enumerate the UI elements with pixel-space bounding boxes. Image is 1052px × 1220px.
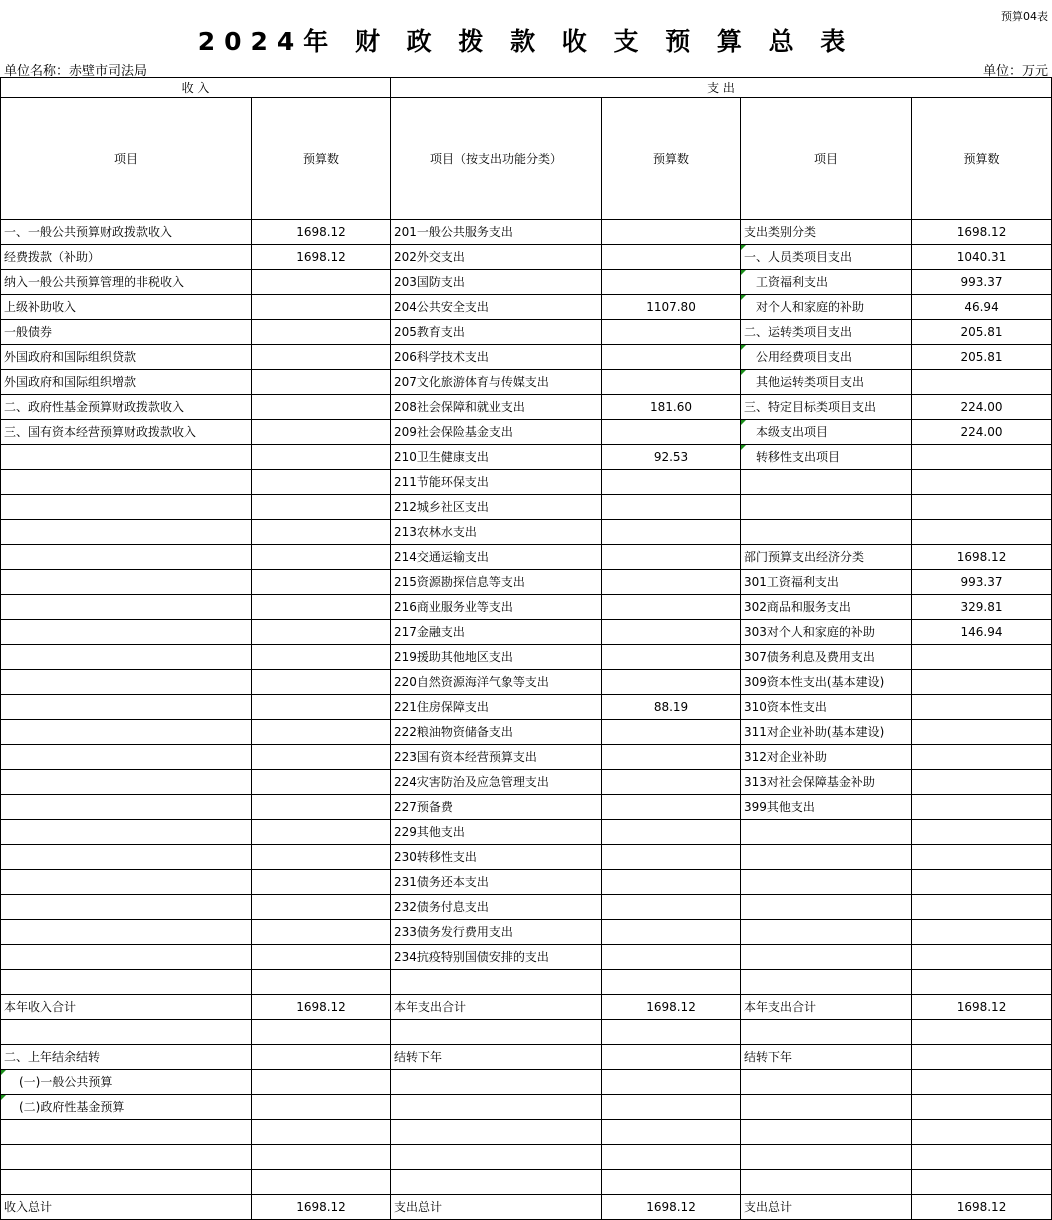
income-item-cell <box>1 445 252 470</box>
class-budget-cell <box>912 470 1052 495</box>
table-row <box>1 470 1052 495</box>
income-item-cell: 一、一般公共预算财政拨款收入 <box>1 220 252 245</box>
income-budget-cell <box>252 1145 391 1170</box>
income-item-cell <box>1 570 252 595</box>
income-item-cell <box>1 520 252 545</box>
class-budget-cell: 1040.31 <box>912 245 1052 270</box>
func-budget-cell: 1698.12 <box>602 995 741 1020</box>
income-budget-cell <box>252 695 391 720</box>
income-budget-cell <box>252 570 391 595</box>
table-row <box>1 870 1052 895</box>
table-row <box>1 820 1052 845</box>
func-budget-cell <box>602 320 741 345</box>
table-row <box>1 520 1052 545</box>
func-item-cell: 224灾害防治及应急管理支出 <box>391 770 602 795</box>
income-item-cell <box>1 1170 252 1195</box>
class-budget-cell <box>912 1170 1052 1195</box>
class-budget-cell: 46.94 <box>912 295 1052 320</box>
income-item-cell: 经费拨款（补助） <box>1 245 252 270</box>
income-budget-cell <box>252 420 391 445</box>
form-number: 预算04表 <box>1001 10 1048 23</box>
table-row <box>1 595 1052 620</box>
income-item-cell: 外国政府和国际组织贷款 <box>1 345 252 370</box>
income-budget-cell <box>252 370 391 395</box>
class-item-cell <box>741 970 912 995</box>
income-group-header: 收 入 <box>1 78 391 98</box>
class-budget-cell: 1698.12 <box>912 995 1052 1020</box>
func-item-cell: 234抗疫特别国债安排的支出 <box>391 945 602 970</box>
func-item-cell <box>391 1145 602 1170</box>
income-budget-cell <box>252 520 391 545</box>
class-item-cell: 309资本性支出(基本建设) <box>741 670 912 695</box>
class-budget-cell: 1698.12 <box>912 220 1052 245</box>
income-budget-cell <box>252 295 391 320</box>
expense-group-header: 支 出 <box>391 78 1052 98</box>
table-row <box>1 695 1052 720</box>
income-budget-cell <box>252 270 391 295</box>
func-budget-cell <box>602 1020 741 1045</box>
income-item-cell <box>1 720 252 745</box>
func-item-cell: 216商业服务业等支出 <box>391 595 602 620</box>
func-item-cell: 229其他支出 <box>391 820 602 845</box>
func-item-cell: 204公共安全支出 <box>391 295 602 320</box>
income-item-cell <box>1 920 252 945</box>
income-budget-cell <box>252 820 391 845</box>
func-budget-cell <box>602 670 741 695</box>
func-budget-cell: 92.53 <box>602 445 741 470</box>
func-budget-cell <box>602 420 741 445</box>
func-budget-cell <box>602 1170 741 1195</box>
func-budget-cell <box>602 270 741 295</box>
class-budget-cell <box>912 970 1052 995</box>
income-item-cell: 上级补助收入 <box>1 295 252 320</box>
table-row <box>1 1045 1052 1070</box>
class-budget-cell: 205.81 <box>912 320 1052 345</box>
class-budget-cell: 224.00 <box>912 420 1052 445</box>
func-item-cell: 205教育支出 <box>391 320 602 345</box>
func-budget-cell <box>602 545 741 570</box>
income-budget-cell <box>252 720 391 745</box>
col-header-budget: 预算数 <box>252 98 391 220</box>
func-item-cell: 支出总计 <box>391 1195 602 1220</box>
func-item-cell: 结转下年 <box>391 1045 602 1070</box>
income-budget-cell <box>252 595 391 620</box>
income-budget-cell: 1698.12 <box>252 1195 391 1220</box>
func-budget-cell <box>602 470 741 495</box>
col-header-item: 项目 <box>1 98 252 220</box>
income-budget-cell <box>252 970 391 995</box>
class-budget-cell: 993.37 <box>912 570 1052 595</box>
table-row <box>1 745 1052 770</box>
class-budget-cell: 993.37 <box>912 270 1052 295</box>
table-row <box>1 570 1052 595</box>
class-budget-cell <box>912 795 1052 820</box>
func-item-cell: 232债务付息支出 <box>391 895 602 920</box>
func-item-cell: 212城乡社区支出 <box>391 495 602 520</box>
func-item-cell: 202外交支出 <box>391 245 602 270</box>
income-budget-cell <box>252 645 391 670</box>
unit-name: 单位名称：赤壁市司法局 <box>4 64 148 79</box>
table-row <box>1 995 1052 1020</box>
table-row <box>1 1195 1052 1220</box>
class-item-cell <box>741 495 912 520</box>
func-budget-cell <box>602 895 741 920</box>
class-item-cell <box>741 845 912 870</box>
table-row <box>1 920 1052 945</box>
income-budget-cell <box>252 945 391 970</box>
class-item-cell <box>741 470 912 495</box>
func-budget-cell <box>602 570 741 595</box>
table-row <box>1 670 1052 695</box>
func-item-cell: 221住房保障支出 <box>391 695 602 720</box>
class-budget-cell <box>912 745 1052 770</box>
class-item-cell <box>741 1120 912 1145</box>
income-budget-cell <box>252 745 391 770</box>
func-budget-cell <box>602 970 741 995</box>
page-title: 2024年 财 政 拨 款 收 支 预 算 总 表 <box>197 27 855 56</box>
header-row-group <box>1 78 1052 98</box>
class-item-cell: 301工资福利支出 <box>741 570 912 595</box>
class-item-cell: 310资本性支出 <box>741 695 912 720</box>
income-item-cell <box>1 895 252 920</box>
income-item-cell <box>1 1145 252 1170</box>
func-budget-cell <box>602 820 741 845</box>
income-budget-cell <box>252 1020 391 1045</box>
class-item-cell: 转移性支出项目 <box>741 445 912 470</box>
func-budget-cell <box>602 770 741 795</box>
class-budget-cell <box>912 1070 1052 1095</box>
func-item-cell <box>391 1070 602 1095</box>
table-row <box>1 345 1052 370</box>
table-row <box>1 945 1052 970</box>
income-item-cell <box>1 945 252 970</box>
func-budget-cell <box>602 595 741 620</box>
class-item-cell <box>741 870 912 895</box>
func-item-cell: 231债务还本支出 <box>391 870 602 895</box>
func-budget-cell: 1698.12 <box>602 1195 741 1220</box>
func-budget-cell <box>602 845 741 870</box>
income-item-cell: 外国政府和国际组织增款 <box>1 370 252 395</box>
func-item-cell: 219援助其他地区支出 <box>391 645 602 670</box>
func-budget-cell <box>602 1045 741 1070</box>
income-budget-cell <box>252 770 391 795</box>
income-item-cell: 三、国有资本经营预算财政拨款收入 <box>1 420 252 445</box>
col-header-budget-2: 预算数 <box>602 98 741 220</box>
func-item-cell <box>391 1095 602 1120</box>
func-budget-cell: 181.60 <box>602 395 741 420</box>
class-item-cell: 399其他支出 <box>741 795 912 820</box>
income-item-cell <box>1 820 252 845</box>
class-item-cell <box>741 820 912 845</box>
income-budget-cell <box>252 1095 391 1120</box>
class-budget-cell <box>912 945 1052 970</box>
func-budget-cell <box>602 945 741 970</box>
class-item-cell <box>741 945 912 970</box>
table-row <box>1 445 1052 470</box>
class-budget-cell <box>912 1095 1052 1120</box>
class-item-cell: 结转下年 <box>741 1045 912 1070</box>
class-item-cell: 313对社会保障基金补助 <box>741 770 912 795</box>
table-row <box>1 895 1052 920</box>
class-budget-cell <box>912 520 1052 545</box>
income-item-cell <box>1 670 252 695</box>
func-item-cell: 233债务发行费用支出 <box>391 920 602 945</box>
func-item-cell: 209社会保险基金支出 <box>391 420 602 445</box>
func-item-cell: 206科学技术支出 <box>391 345 602 370</box>
income-item-cell <box>1 1020 252 1045</box>
class-budget-cell <box>912 695 1052 720</box>
func-item-cell <box>391 1170 602 1195</box>
class-item-cell <box>741 1070 912 1095</box>
func-budget-cell <box>602 520 741 545</box>
income-budget-cell <box>252 845 391 870</box>
func-budget-cell <box>602 795 741 820</box>
func-budget-cell <box>602 645 741 670</box>
income-item-cell: 二、上年结余结转 <box>1 1045 252 1070</box>
func-item-cell <box>391 1120 602 1145</box>
income-budget-cell <box>252 395 391 420</box>
class-budget-cell <box>912 870 1052 895</box>
class-budget-cell: 224.00 <box>912 395 1052 420</box>
class-budget-cell: 146.94 <box>912 620 1052 645</box>
income-budget-cell: 1698.12 <box>252 220 391 245</box>
income-budget-cell <box>252 320 391 345</box>
income-item-cell: 一般债券 <box>1 320 252 345</box>
class-item-cell <box>741 520 912 545</box>
income-budget-cell <box>252 620 391 645</box>
income-item-cell <box>1 595 252 620</box>
class-item-cell <box>741 1020 912 1045</box>
income-item-cell <box>1 1120 252 1145</box>
income-item-cell <box>1 745 252 770</box>
class-item-cell: 312对企业补助 <box>741 745 912 770</box>
class-item-cell <box>741 920 912 945</box>
func-item-cell <box>391 970 602 995</box>
income-budget-cell <box>252 670 391 695</box>
budget-table <box>0 77 1052 1220</box>
income-item-cell <box>1 770 252 795</box>
income-budget-cell <box>252 495 391 520</box>
table-row <box>1 245 1052 270</box>
income-item-cell: 纳入一般公共预算管理的非税收入 <box>1 270 252 295</box>
class-item-cell: 303对个人和家庭的补助 <box>741 620 912 645</box>
func-item-cell: 210卫生健康支出 <box>391 445 602 470</box>
income-budget-cell <box>252 1120 391 1145</box>
func-budget-cell <box>602 245 741 270</box>
table-row <box>1 645 1052 670</box>
currency-unit: 单位：万元 <box>982 64 1048 79</box>
func-budget-cell: 88.19 <box>602 695 741 720</box>
class-item-cell: 311对企业补助(基本建设) <box>741 720 912 745</box>
income-budget-cell <box>252 345 391 370</box>
func-item-cell: 215资源勘探信息等支出 <box>391 570 602 595</box>
class-budget-cell: 1698.12 <box>912 545 1052 570</box>
class-item-cell: 其他运转类项目支出 <box>741 370 912 395</box>
income-item-cell <box>1 695 252 720</box>
income-item-cell: (一)一般公共预算 <box>1 1070 252 1095</box>
func-budget-cell <box>602 920 741 945</box>
income-item-cell <box>1 845 252 870</box>
class-budget-cell <box>912 670 1052 695</box>
income-item-cell <box>1 495 252 520</box>
table-row <box>1 395 1052 420</box>
income-budget-cell <box>252 795 391 820</box>
class-budget-cell <box>912 495 1052 520</box>
table-row <box>1 1095 1052 1120</box>
class-item-cell: 支出类别分类 <box>741 220 912 245</box>
class-item-cell: 公用经费项目支出 <box>741 345 912 370</box>
income-item-cell <box>1 470 252 495</box>
func-item-cell: 213农林水支出 <box>391 520 602 545</box>
func-budget-cell <box>602 720 741 745</box>
income-item-cell <box>1 870 252 895</box>
class-budget-cell <box>912 1045 1052 1070</box>
func-item-cell: 223国有资本经营预算支出 <box>391 745 602 770</box>
func-item-cell: 207文化旅游体育与传媒支出 <box>391 370 602 395</box>
table-row <box>1 845 1052 870</box>
table-row <box>1 220 1052 245</box>
func-budget-cell <box>602 1095 741 1120</box>
class-budget-cell <box>912 920 1052 945</box>
class-item-cell <box>741 1170 912 1195</box>
func-item-cell: 217金融支出 <box>391 620 602 645</box>
table-row <box>1 545 1052 570</box>
func-budget-cell <box>602 495 741 520</box>
func-item-cell: 220自然资源海洋气象等支出 <box>391 670 602 695</box>
func-item-cell: 208社会保障和就业支出 <box>391 395 602 420</box>
income-item-cell <box>1 795 252 820</box>
table-row <box>1 795 1052 820</box>
table-row <box>1 295 1052 320</box>
income-item-cell: (二)政府性基金预算 <box>1 1095 252 1120</box>
func-budget-cell <box>602 1070 741 1095</box>
class-budget-cell <box>912 445 1052 470</box>
func-budget-cell <box>602 345 741 370</box>
class-item-cell <box>741 895 912 920</box>
income-item-cell: 收入总计 <box>1 1195 252 1220</box>
func-item-cell: 230转移性支出 <box>391 845 602 870</box>
income-budget-cell <box>252 1070 391 1095</box>
income-budget-cell <box>252 895 391 920</box>
table-row <box>1 495 1052 520</box>
table-row <box>1 1170 1052 1195</box>
income-budget-cell: 1698.12 <box>252 245 391 270</box>
class-item-cell <box>741 1145 912 1170</box>
table-row <box>1 620 1052 645</box>
class-item-cell: 一、人员类项目支出 <box>741 245 912 270</box>
class-budget-cell <box>912 720 1052 745</box>
income-item-cell <box>1 970 252 995</box>
income-budget-cell <box>252 545 391 570</box>
class-item-cell: 307债务利息及费用支出 <box>741 645 912 670</box>
table-row <box>1 270 1052 295</box>
income-item-cell: 本年收入合计 <box>1 995 252 1020</box>
income-budget-cell <box>252 470 391 495</box>
col-header-func-item: 项目（按支出功能分类） <box>391 98 602 220</box>
income-budget-cell <box>252 1170 391 1195</box>
income-item-cell: 二、政府性基金预算财政拨款收入 <box>1 395 252 420</box>
class-budget-cell <box>912 820 1052 845</box>
class-budget-cell: 329.81 <box>912 595 1052 620</box>
func-item-cell: 201一般公共服务支出 <box>391 220 602 245</box>
class-item-cell: 302商品和服务支出 <box>741 595 912 620</box>
class-budget-cell <box>912 645 1052 670</box>
class-budget-cell <box>912 845 1052 870</box>
func-item-cell <box>391 1020 602 1045</box>
income-budget-cell <box>252 920 391 945</box>
class-item-cell: 部门预算支出经济分类 <box>741 545 912 570</box>
income-budget-cell <box>252 445 391 470</box>
table-row <box>1 970 1052 995</box>
table-row <box>1 720 1052 745</box>
class-budget-cell: 205.81 <box>912 345 1052 370</box>
class-item-cell: 工资福利支出 <box>741 270 912 295</box>
func-budget-cell <box>602 1120 741 1145</box>
table-row <box>1 370 1052 395</box>
func-budget-cell <box>602 870 741 895</box>
col-header-item-3: 项目 <box>741 98 912 220</box>
func-item-cell: 本年支出合计 <box>391 995 602 1020</box>
income-budget-cell <box>252 870 391 895</box>
func-item-cell: 222粮油物资储备支出 <box>391 720 602 745</box>
income-budget-cell <box>252 1045 391 1070</box>
class-budget-cell <box>912 1020 1052 1045</box>
class-budget-cell <box>912 895 1052 920</box>
table-row <box>1 1070 1052 1095</box>
func-budget-cell <box>602 1145 741 1170</box>
class-item-cell: 对个人和家庭的补助 <box>741 295 912 320</box>
class-budget-cell <box>912 770 1052 795</box>
func-budget-cell <box>602 620 741 645</box>
func-budget-cell: 1107.80 <box>602 295 741 320</box>
class-budget-cell <box>912 1145 1052 1170</box>
class-item-cell: 本级支出项目 <box>741 420 912 445</box>
table-row <box>1 1145 1052 1170</box>
table-row <box>1 1020 1052 1045</box>
class-item-cell: 二、运转类项目支出 <box>741 320 912 345</box>
class-budget-cell: 1698.12 <box>912 1195 1052 1220</box>
table-row <box>1 420 1052 445</box>
class-item-cell: 三、特定目标类项目支出 <box>741 395 912 420</box>
income-item-cell <box>1 620 252 645</box>
table-row <box>1 320 1052 345</box>
income-item-cell <box>1 645 252 670</box>
func-item-cell: 203国防支出 <box>391 270 602 295</box>
header-row-columns <box>1 98 1052 220</box>
class-item-cell: 支出总计 <box>741 1195 912 1220</box>
income-item-cell <box>1 545 252 570</box>
class-item-cell: 本年支出合计 <box>741 995 912 1020</box>
func-budget-cell <box>602 220 741 245</box>
func-budget-cell <box>602 745 741 770</box>
class-budget-cell <box>912 1120 1052 1145</box>
income-budget-cell: 1698.12 <box>252 995 391 1020</box>
func-budget-cell <box>602 370 741 395</box>
func-item-cell: 227预备费 <box>391 795 602 820</box>
func-item-cell: 214交通运输支出 <box>391 545 602 570</box>
col-header-budget-3: 预算数 <box>912 98 1052 220</box>
func-item-cell: 211节能环保支出 <box>391 470 602 495</box>
table-row <box>1 1120 1052 1145</box>
class-budget-cell <box>912 370 1052 395</box>
table-row <box>1 770 1052 795</box>
class-item-cell <box>741 1095 912 1120</box>
